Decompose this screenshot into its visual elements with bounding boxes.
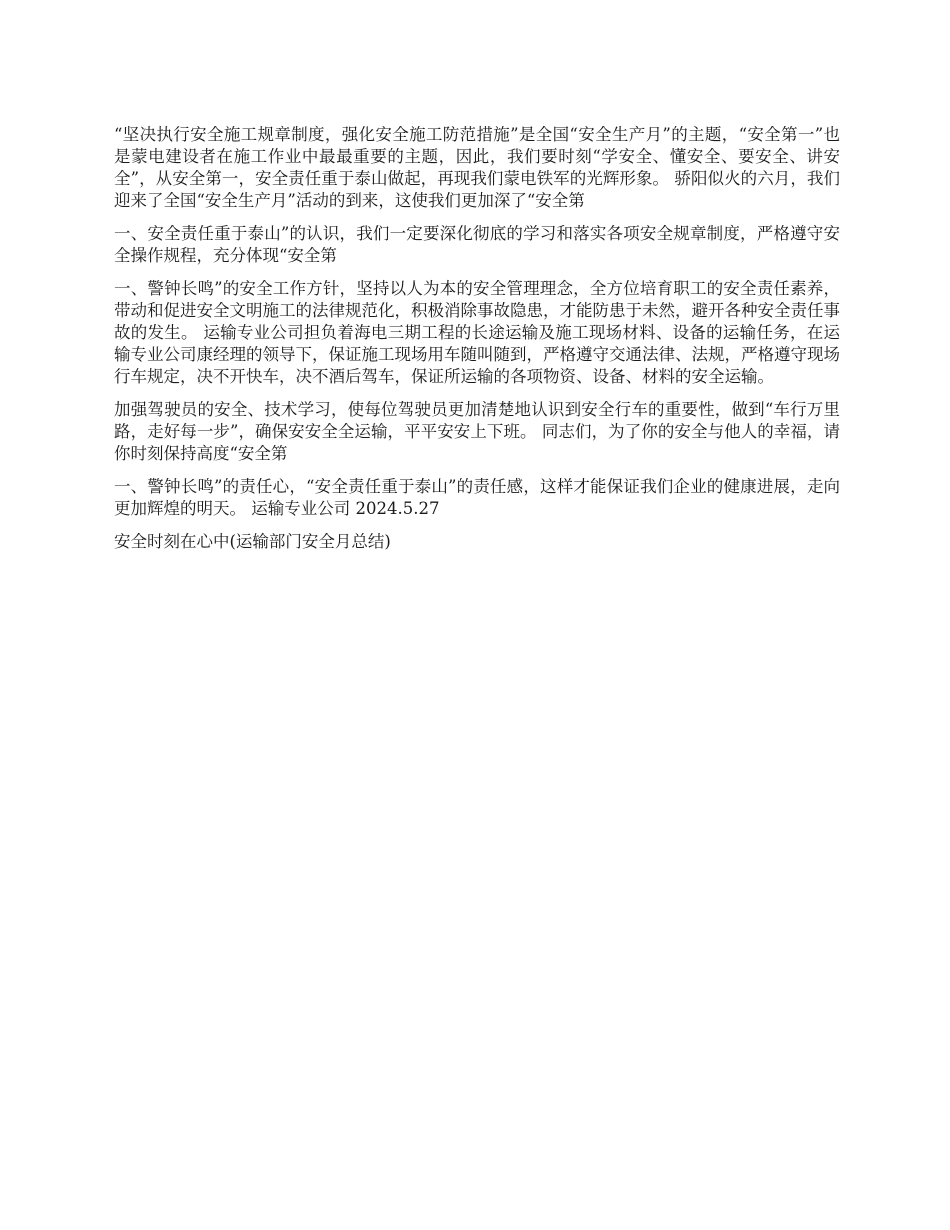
paragraph-3: 一、警钟长鸣”的安全工作方针，坚持以人为本的安全管理理念，全方位培育职工的安全责任素养，带动和促进安全文明施工的法律规范化，积极消除事故隐患，才能防患于未然，避开各种安全责任事故的发生。 运输专业公司担负着海电三期工程的长途运输及施工现场材料、设备的运输任务，在运输专业公司康经理的领导下，保证施工现场用车随叫随到，严格遵守交通法律、法规，严格遵守现场行车规定，决不开快车，决不酒后驾车，保证所运输的各项物资、设备、材料的安全运输。 xyxy=(114,279,840,386)
paragraph-4: 加强驾驶员的安全、技术学习，使每位驾驶员更加清楚地认识到安全行车的重要性，做到“车行万里路，走好每一步”，确保安安全全运输，平平安安上下班。 同志们，为了你的安全与他人的幸福，请你时刻保持高度“安全第 xyxy=(114,400,840,463)
paragraph-1: “坚决执行安全施工规章制度，强化安全施工防范措施”是全国“安全生产月”的主题，“安全第一”也是蒙电建设者在施工作业中最最重要的主题，因此，我们要时刻“学安全、懂安全、要安全、讲安全”，从安全第一，安全责任重于泰山做起，再现我们蒙电铁军的光辉形象。 骄阳似火的六月，我们迎来了全国“安全生产月”活动的到来，这使我们更加深了“安全第 xyxy=(114,125,840,210)
paragraph-2: 一、安全责任重于泰山”的认识，我们一定要深化彻底的学习和落实各项安全规章制度，严格遵守安全操作规程，充分体现“安全第 xyxy=(114,224,840,265)
paragraph-5: 一、警钟长鸣”的责任心，“安全责任重于泰山”的责任感，这样才能保证我们企业的健康进展，走向更加辉煌的明天。 运输专业公司 2024.5.27 xyxy=(114,477,840,518)
document-page xyxy=(114,124,840,564)
document-title-line: 安全时刻在心中(运输部门安全月总结) xyxy=(114,532,391,551)
